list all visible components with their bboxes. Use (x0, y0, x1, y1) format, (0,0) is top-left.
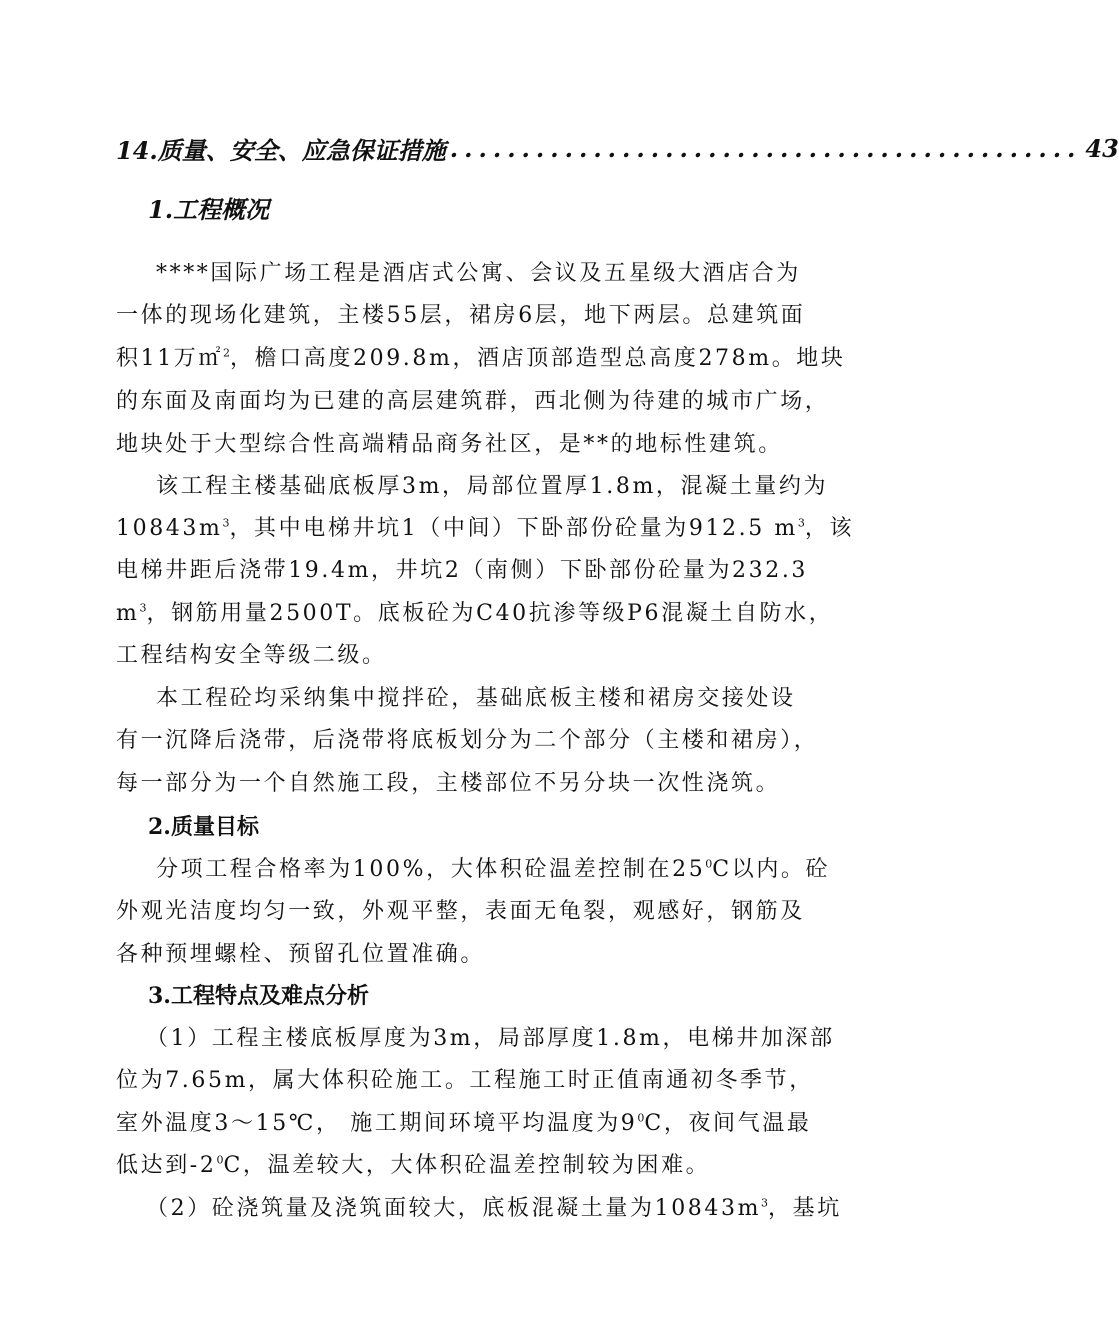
paragraph-line: 有一沉降后浇带，后浇带将底板划分为二个部分（主楼和裙房）， (116, 728, 819, 753)
paragraph-line: （2）砼浇筑量及浇筑面较大，底板混凝土量为$10843m^3$，基坑 (146, 1196, 842, 1221)
paragraph-line: 位为7.65m，属大体积砼施工。工程施工时正值南通初冬季节， (116, 1068, 814, 1093)
paragraph-line: （1）工程主楼底板厚度为3m，局部厚度1.8m，电梯井加深部 (146, 1026, 835, 1051)
paragraph-line: 本工程砼均采纳集中搅拌砼，基础底板主楼和裙房交接处设 (156, 686, 796, 711)
paragraph-line: 分项工程合格率为100%，大体积砼温差控制在$25^0C$以内。砼 (156, 857, 831, 882)
paragraph-line: $10843m^3$，其中电梯井坑1（中间）下卧部份砼量为912.5 $m^3$，该 (116, 516, 855, 541)
paragraph-line: 该工程主楼基础底板厚3m，局部位置厚1.8m，混凝土量约为 (156, 474, 829, 499)
toc-page-number: 43 (1085, 133, 1119, 163)
section-1-heading: 1.工程概况 (148, 195, 270, 224)
paragraph-line: 一体的现场化建筑，主楼55层，裙房6层，地下两层。总建筑面 (116, 303, 806, 328)
paragraph-line: $m^3$，钢筋用量2500T。底板砼为C40抗渗等级P6混凝土自防水， (116, 601, 834, 626)
toc-entry[interactable] (116, 126, 1119, 170)
paragraph-line: 各种预埋螺栓、预留孔位置准确。 (116, 942, 486, 967)
paragraph-line: 电梯井距后浇带19.4m，井坑2（南侧）下卧部份砼量为232.3 (116, 558, 809, 583)
toc-entry-title: 14.质量、安全、应急保证措施 (116, 135, 446, 165)
section-2-heading: 2.质量目标 (148, 814, 259, 840)
paragraph-line: 每一部分为一个自然施工段，主楼部位不另分块一次性浇筑。 (116, 771, 781, 796)
paragraph-line: 工程结构安全等级二级。 (116, 643, 387, 668)
paragraph-line: 的东面及南面均为已建的高层建筑群，西北侧为待建的城市广场， (116, 389, 830, 414)
paragraph-line: 室外温度3～15℃， 施工期间环境平均温度为$9^0C$，夜间气温最 (116, 1111, 812, 1136)
paragraph-line: 地块处于大型综合性高端精品商务社区，是**的地标性建筑。 (116, 432, 783, 457)
paragraph-line: 外观光洁度均匀一致，外观平整，表面无龟裂，观感好，钢筋及 (116, 899, 805, 924)
paragraph-line: ****国际广场工程是酒店式公寓、会议及五星级大酒店合为 (156, 261, 801, 286)
section-3-heading: 3.工程特点及难点分析 (148, 983, 369, 1009)
paragraph-line: 积11万㎡$^2$，檐口高度209.8m，酒店顶部造型总高度278m。地块 (116, 346, 846, 371)
toc-leader-dots: ............................................ (449, 133, 1082, 163)
paragraph-line: 低达到$-2^0C$，温差较大，大体积砼温差控制较为困难。 (116, 1153, 711, 1178)
